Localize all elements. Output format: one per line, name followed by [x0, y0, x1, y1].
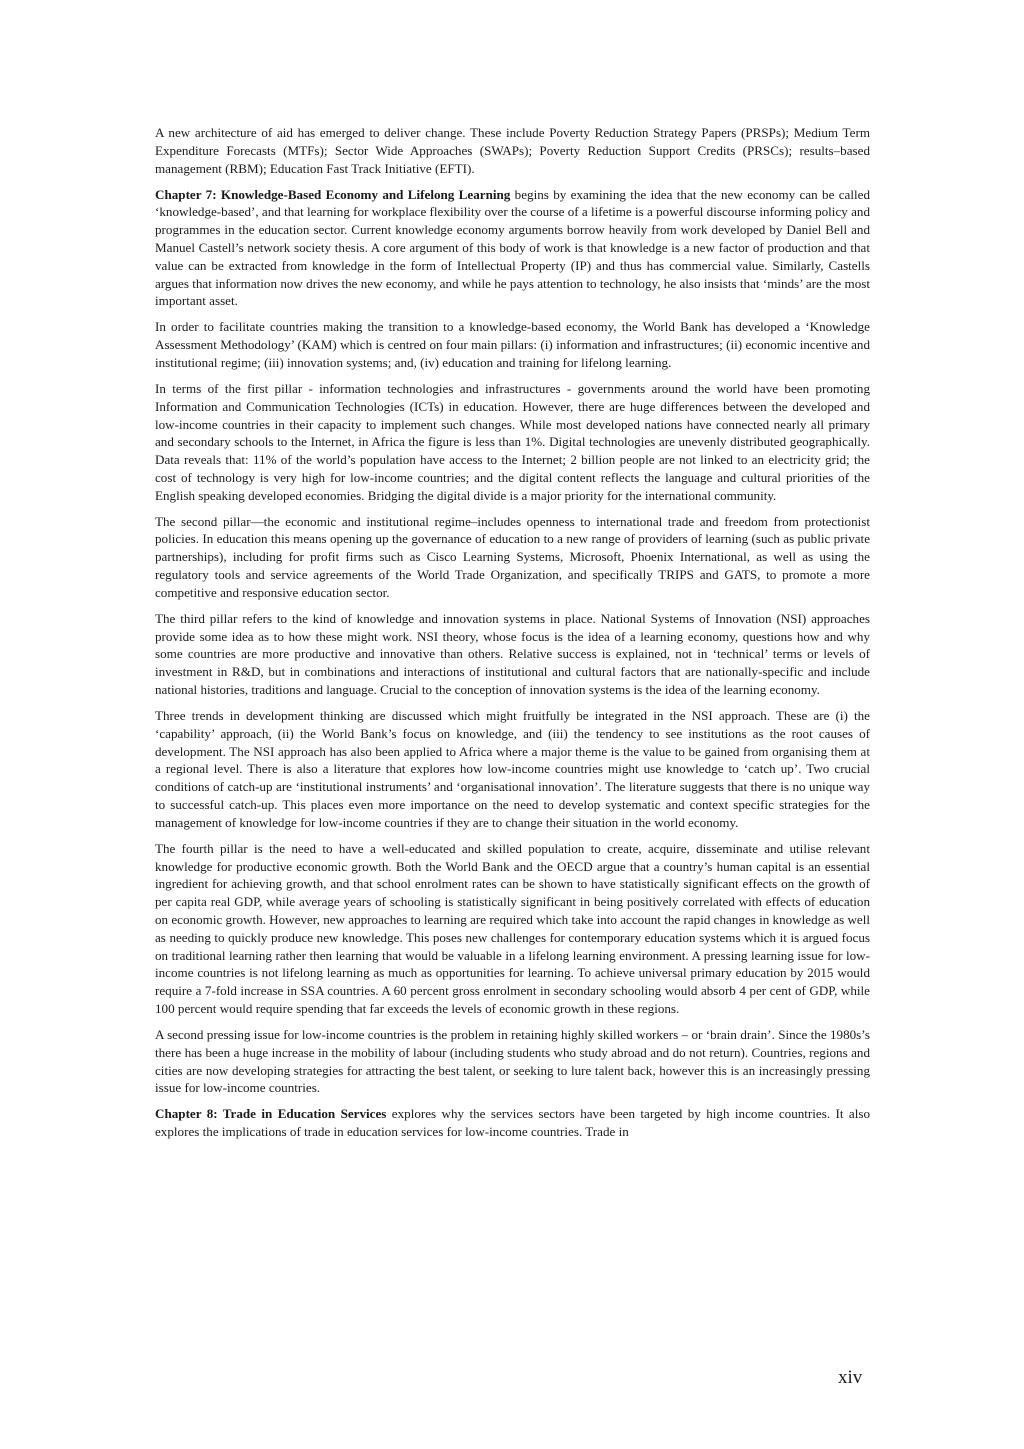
- paragraph-text: explores why the services sectors have been targeted by high income countries. It also explores the implications of trade in education services for low-income countries. Trade in: [155, 1106, 870, 1140]
- paragraph-text: A second pressing issue for low-income countries is the problem in retaining highly skilled workers – or ‘brain drain’. Since the 1980s’s there has been a huge increase in the mobility of labour (including students who study abroad and do not return). Countries, regions and cities are now developing strategies for attracting the best talent, or seeking to lure talent back, however this is an increasingly pressing issue for low-income countries.: [155, 1026, 870, 1096]
- paragraph-brain-drain: [155, 1026, 870, 1097]
- paragraph-text: The second pillar—the economic and institutional regime–includes openness to international trade and freedom from protectionist policies. In education this means opening up the governance of education to a new range of providers of learning (such as public private partnerships), including for profit firms such as Cisco Learning Systems, Microsoft, Phoenix International, as well as using the regulatory tools and service agreements of the World Trade Organization, and specifically TRIPS and GATS, to promote a more competitive and responsive education sector.: [155, 513, 870, 600]
- page-number: xiv: [838, 1367, 863, 1388]
- paragraph-text: The third pillar refers to the kind of knowledge and innovation systems in place. National Systems of Innovation (NSI) approaches provide some idea as to how these might work. NSI theory, whose focus is the idea of a learning economy, questions how and why some countries are more productive and innovative than others. Relative success is explained, not in ‘technical’ terms or levels of investment in R&D, but in combinations and interactions of institutional and cultural factors that are nationally-specific and include national histories, traditions and language. Crucial to the conception of innovation systems is the idea of the learning economy.: [155, 610, 870, 698]
- paragraph-third-pillar: [155, 610, 870, 699]
- paragraph-chapter-7-intro: [155, 186, 870, 311]
- chapter-8-heading: Chapter 8: Trade in Education Services: [155, 1106, 387, 1122]
- paragraph-text: Three trends in development thinking are discussed which might fruitfully be integrated in the NSI approach. These are (i) the ‘capability’ approach, (ii) the World Bank’s focus on knowledge, and (iii) the tendency to see institutions as the root causes of development. The NSI approach has also been applied to Africa where a major theme is the value to be gained from organising them at a regional level. There is also a literature that explores how low-income countries might use knowledge to ‘catch up’. Two crucial conditions of catch-up are ‘institutional instruments’ and ‘organisational innovation’. The literature suggests that there is no unique way to successful catch-up. This places even more importance on the need to develop systematic and context specific strategies for the management of knowledge for low-income countries if they are to change their situation in the world economy.: [155, 708, 870, 830]
- paragraph-text: A new architecture of aid has emerged to deliver change. These include Poverty Reduction Strategy Papers (PRSPs); Medium Term Expenditure Forecasts (MTFs); Sector Wide Approaches (SWAPs); Poverty Reduction Support Credits (PRSCs); results–based management (RBM); Education Fast Track Initiative (EFTI).: [155, 125, 870, 176]
- paragraph-aid-architecture: [155, 124, 870, 177]
- document-body: [155, 124, 870, 1149]
- paragraph-text: In order to facilitate countries making the transition to a knowledge-based economy, the World Bank has developed a ‘Knowledge Assessment Methodology’ (KAM) which is centred on four main pillars: (i) information and infrastructures; (ii) economic incentive and institutional regime; (iii) innovation systems; and, (iv) education and training for lifelong learning.: [155, 319, 870, 370]
- paragraph-text: In terms of the first pillar - information technologies and infrastructures - governments around the world have been promoting Information and Communication Technologies (ICTs) in education. However, there are huge differences between the developed and low-income countries in their capacity to implement such changes. While most developed nations have connected nearly all primary and secondary schools to the Internet, in Africa the figure is less than 1%. Digital technologies are unevenly distributed geographically. Data reveals that: 11% of the world’s population have access to the Internet; 2 billion people are not linked to an electricity grid; the cost of technology is very high for low-income countries; and the digital content reflects the language and cultural priorities of the English speaking developed economies. Bridging the digital divide is a major priority for the international community.: [155, 380, 870, 503]
- paragraph-fourth-pillar: [155, 840, 870, 1018]
- chapter-7-heading: Chapter 7: Knowledge-Based Economy and Lifelong Learning: [155, 186, 511, 202]
- paragraph-chapter-8-intro: [155, 1105, 870, 1141]
- paragraph-text: The fourth pillar is the need to have a well-educated and skilled population to create, acquire, disseminate and utilise relevant knowledge for productive economic growth. Both the World Bank and the OECD argue that a country’s human capital is an essential ingredient for achieving growth, and that school enrolment rates can be shown to have statistically significant effects on the growth of per capita real GDP, while average years of schooling is statistically significant in being positively correlated with effects of education on economic growth. However, new approaches to learning are required which take into account the rapid changes in knowledge as well as needing to quickly produce new knowledge. This poses new challenges for contemporary education systems which it is argued focus on traditional learning rather then learning that would be valuable in a lifelong learning environment. A pressing learning issue for low-income countries is not lifelong learning as much as opportunities for learning. To achieve universal primary education by 2015 would require a 7-fold increase in SSA countries. A 60 percent gross enrolment in secondary schooling would absorb 4 per cent of GDP, while 100 percent would require spending that far exceeds the levels of economic growth in these regions.: [155, 840, 871, 1016]
- paragraph-kam: [155, 318, 870, 371]
- paragraph-first-pillar: [155, 380, 870, 505]
- paragraph-development-trends: [155, 707, 870, 832]
- paragraph-second-pillar: [155, 513, 870, 602]
- paragraph-text: begins by examining the idea that the new economy can be called ‘knowledge-based’, and that learning for workplace flexibility over the course of a lifetime is a powerful discourse informing policy and programmes in the education sector. Current knowledge economy arguments borrow heavily from work developed by Daniel Bell and Manuel Castell’s network society thesis. A core argument of this body of work is that knowledge is a new factor of production and that value can be extracted from knowledge in the form of Intellectual Property (IP) and thus has commercial value. Similarly, Castells argues that information now drives the new economy, and while he pays attention to technology, he also insists that ‘minds’ are the most important asset.: [155, 186, 870, 309]
